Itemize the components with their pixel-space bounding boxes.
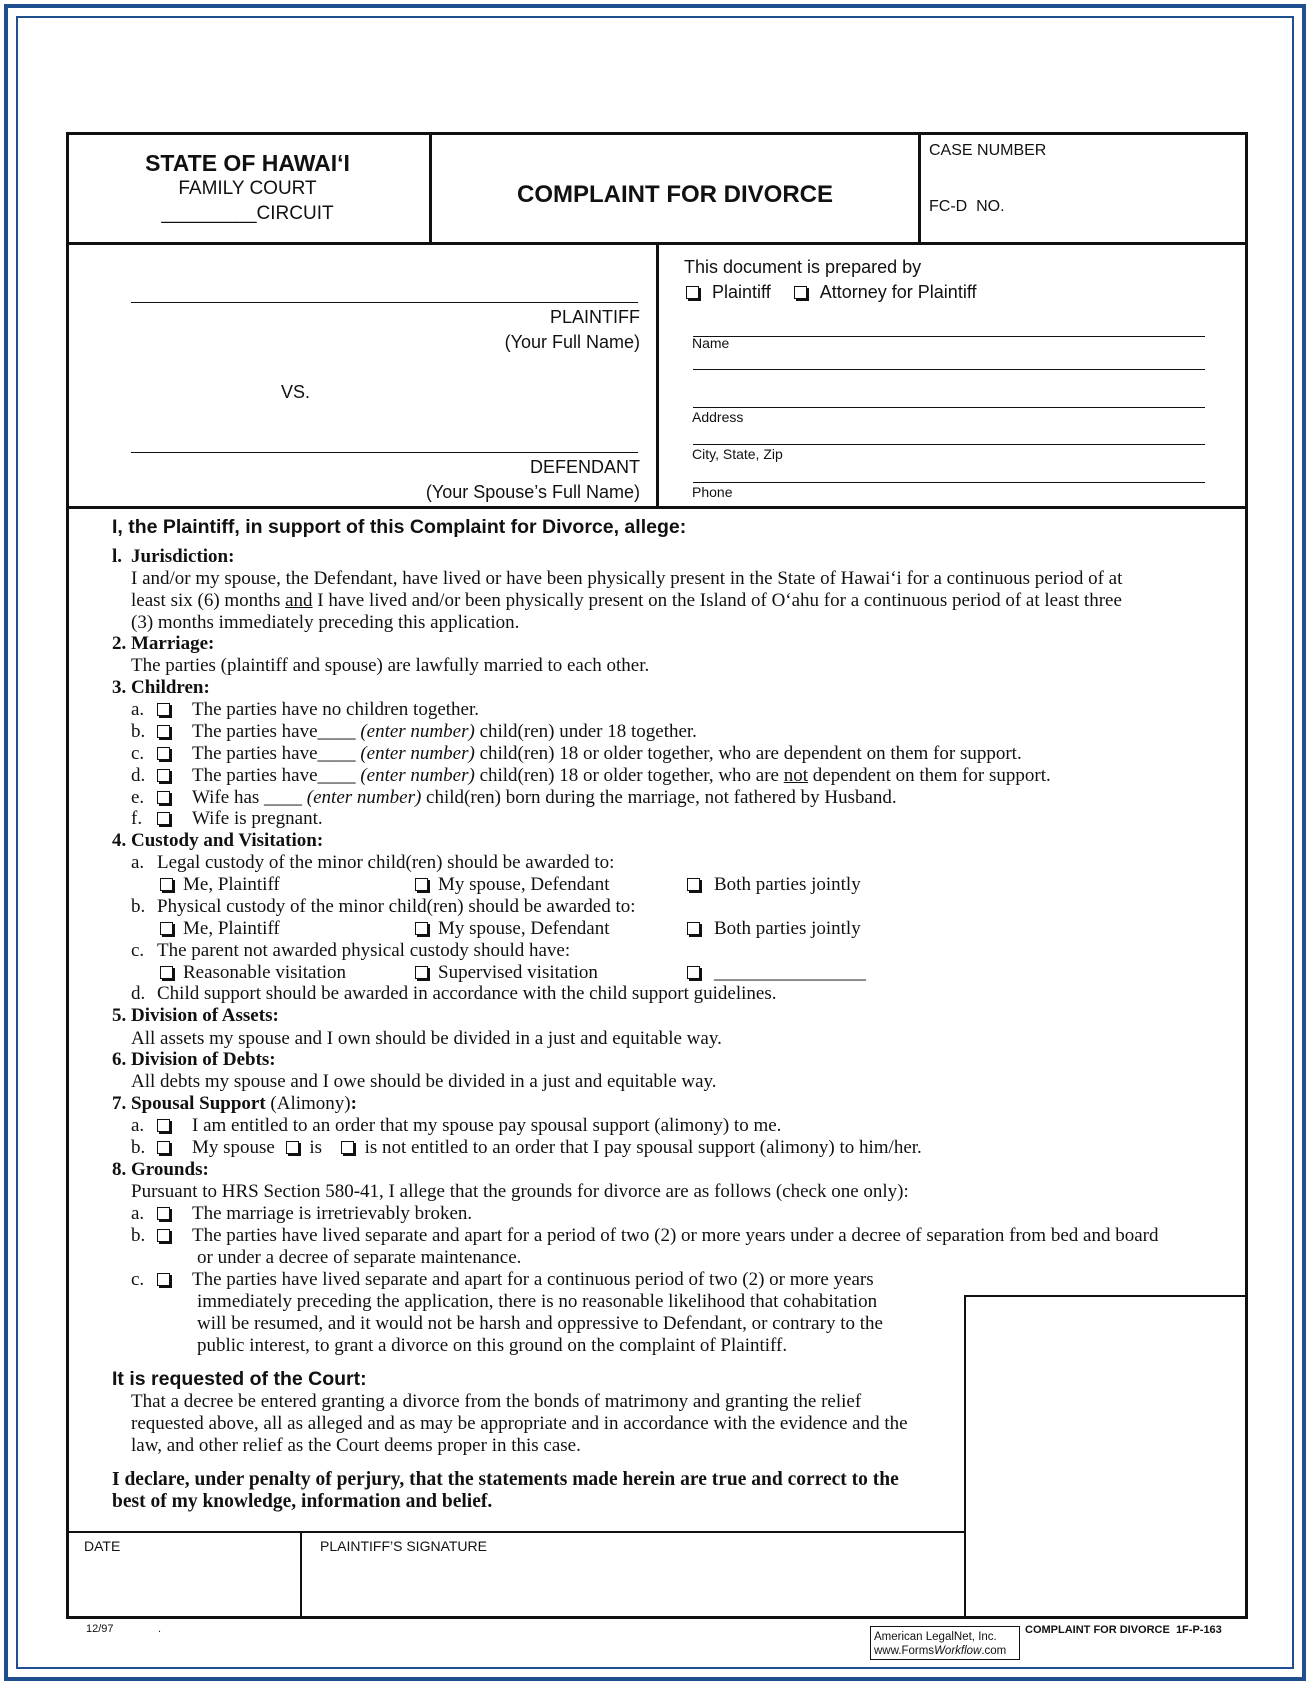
- allegations-intro: I, the Plaintiff, in support of this Complaint for Divorce, allege:: [112, 516, 687, 538]
- prepared-by-options: [686, 282, 977, 303]
- visitation-options-2: Supervised visitation: [415, 962, 598, 984]
- declaration-line-1: I declare, under penalty of perjury, that the statements made herein are true and correct to the: [112, 1469, 899, 1490]
- form-id: COMPLAINT FOR DIVORCE 1F-P-163: [1025, 1624, 1222, 1636]
- legal-both-checkbox[interactable]: [687, 878, 700, 891]
- grounds-c-checkbox[interactable]: [157, 1273, 170, 1286]
- physical-spouse-checkbox[interactable]: [415, 922, 428, 935]
- section-1-heading: l. Jurisdiction:: [112, 546, 235, 567]
- section-1-line-2: least six (6) months and I have lived and/or been physically present on the Island of O‘ahu for a continuous period of at least three: [131, 590, 1122, 611]
- spousal-b-checkbox[interactable]: [157, 1141, 170, 1154]
- grounds-option-c: c. The parties have lived separate and apart for a continuous period of two (2) or more years: [131, 1269, 874, 1290]
- address-label: Address: [692, 409, 744, 425]
- section-7-heading: 7. Spousal Support (Alimony):: [112, 1093, 357, 1114]
- phone-label: Phone: [692, 484, 733, 500]
- section-5-line-1: All assets my spouse and I own should be divided in a just and equitable way.: [131, 1028, 722, 1049]
- signature-row-top: [66, 1531, 966, 1533]
- other-visitation-checkbox[interactable]: [687, 966, 700, 979]
- request-line-3: law, and other relief as the Court deems proper in this case.: [131, 1435, 581, 1456]
- court-name: FAMILY COURT: [178, 178, 317, 199]
- signature-row-divider: [300, 1531, 302, 1619]
- grounds-option-c-line-2: immediately preceding the application, there is no reasonable likelihood that cohabitation: [197, 1291, 878, 1312]
- signature-label: PLAINTIFF’S SIGNATURE: [320, 1538, 487, 1554]
- section-8-line-1: Pursuant to HRS Section 580-41, I allege that the grounds for divorce are as follows (check one only):: [131, 1181, 909, 1202]
- children-option-a: a. The parties have no children together.: [131, 699, 480, 720]
- grounds-b-checkbox[interactable]: [157, 1229, 170, 1242]
- attorney-checkbox[interactable]: [794, 286, 807, 299]
- defendant-label: DEFENDANT: [529, 457, 640, 477]
- legalnet-name: American LegalNet, Inc.: [874, 1631, 997, 1643]
- children-option-f: f. Wife is pregnant.: [131, 808, 323, 829]
- date-field[interactable]: [70, 1556, 296, 1614]
- physical-both-checkbox[interactable]: [687, 922, 700, 935]
- legalnet-url[interactable]: www.FormsWorkflow.com: [874, 1645, 1007, 1657]
- grounds-option-c-line-3: will be resumed, and it would not be harsh and oppressive to Defendant, or contrary to the: [197, 1313, 883, 1334]
- name-line[interactable]: [693, 336, 1205, 337]
- reasonable-visitation-checkbox[interactable]: [160, 966, 173, 979]
- parties-bottom-divider: [66, 506, 1248, 509]
- children-d-checkbox[interactable]: [157, 769, 170, 782]
- legal-me-checkbox[interactable]: [160, 878, 173, 891]
- case-number-label: CASE NUMBER: [929, 142, 1047, 159]
- section-2-heading: 2. Marriage:: [112, 633, 215, 654]
- legalnet-box: [870, 1626, 1020, 1660]
- physical-custody-options-3: Both parties jointly: [687, 918, 861, 940]
- child-support-line: d. Child support should be awarded in accordance with the child support guidelines.: [131, 983, 777, 1004]
- vs-label: VS.: [281, 382, 311, 402]
- children-e-checkbox[interactable]: [157, 791, 170, 804]
- grounds-option-a: a. The marriage is irretrievably broken.: [131, 1203, 473, 1224]
- physical-me-checkbox[interactable]: [160, 922, 173, 935]
- physical-custody-line: b. Physical custody of the minor child(ren) should be awarded to:: [131, 896, 636, 917]
- plaintiff-checkbox[interactable]: [686, 286, 699, 299]
- declaration-line-2: best of my knowledge, information and belief.: [112, 1491, 493, 1512]
- legal-custody-options-2: My spouse, Defendant: [415, 874, 610, 896]
- legal-custody-line: a. Legal custody of the minor child(ren) should be awarded to:: [131, 852, 615, 873]
- section-1-line-1: I and/or my spouse, the Defendant, have lived or have been physically present in the State of Hawai‘i for a continuous period of at: [131, 568, 1123, 589]
- document-title: COMPLAINT FOR DIVORCE: [517, 181, 833, 208]
- grounds-option-c-line-4: public interest, to grant a divorce on this ground on the complaint of Plaintiff.: [197, 1335, 788, 1356]
- children-b-checkbox[interactable]: [157, 725, 170, 738]
- children-a-checkbox[interactable]: [157, 703, 170, 716]
- section-2-line-1: The parties (plaintiff and spouse) are lawfully married to each other.: [131, 655, 650, 676]
- section-5-heading: 5. Division of Assets:: [112, 1005, 279, 1026]
- section-1-line-3: (3) months immediately preceding this application.: [131, 612, 520, 633]
- parties-divider: [656, 244, 659, 508]
- section-8-heading: 8. Grounds:: [112, 1159, 209, 1180]
- name-line-2[interactable]: [693, 369, 1205, 370]
- legal-spouse-checkbox[interactable]: [415, 878, 428, 891]
- spousal-a-checkbox[interactable]: [157, 1119, 170, 1132]
- children-option-d: d. The parties have____ (enter number) child(ren) 18 or older together, who are not dependent on them for support.: [131, 765, 1051, 786]
- phone-line[interactable]: [693, 482, 1205, 483]
- grounds-option-b: b. The parties have lived separate and apart for a period of two (2) or more years under a decree of separation from bed and board: [131, 1225, 1159, 1246]
- city-line[interactable]: [693, 444, 1205, 445]
- plaintiff-sublabel: (Your Full Name): [504, 332, 640, 352]
- spousal-is-checkbox[interactable]: [286, 1141, 299, 1154]
- date-label: DATE: [84, 1538, 121, 1554]
- section-4-heading: 4. Custody and Visitation:: [112, 830, 324, 851]
- supervised-visitation-checkbox[interactable]: [415, 966, 428, 979]
- attorney-option-label: Attorney for Plaintiff: [819, 282, 977, 302]
- state-title: STATE OF HAWAI‘I: [145, 150, 350, 176]
- request-line-1: That a decree be entered granting a divorce from the bonds of matrimony and granting the relief: [131, 1391, 862, 1412]
- spousal-is-not-checkbox[interactable]: [341, 1141, 354, 1154]
- physical-custody-options: Me, Plaintiff: [160, 918, 280, 940]
- plaintiff-option-label: Plaintiff: [712, 282, 771, 302]
- children-c-checkbox[interactable]: [157, 747, 170, 760]
- footer-dot: .: [158, 1623, 162, 1635]
- spousal-option-b: b. My spouse is is not entitled to an order that I pay spousal support (alimony) to him/her.: [131, 1137, 922, 1158]
- plaintiff-name-line[interactable]: [131, 302, 638, 303]
- section-3-heading: 3. Children:: [112, 677, 210, 698]
- request-line-2: requested above, all as alleged and as may be appropriate and in accordance with the evidence and the: [131, 1413, 908, 1434]
- children-option-c: c. The parties have____ (enter number) child(ren) 18 or older together, who are dependent on them for support.: [131, 743, 1022, 764]
- section-6-heading: 6. Division of Debts:: [112, 1049, 276, 1070]
- request-heading: It is requested of the Court:: [112, 1368, 367, 1390]
- circuit-field[interactable]: _________CIRCUIT: [161, 203, 334, 224]
- visitation-options: Reasonable visitation: [160, 962, 346, 984]
- name-label: Name: [692, 335, 730, 351]
- court-stamp-box: [964, 1295, 1248, 1619]
- children-option-b: b. The parties have____ (enter number) child(ren) under 18 together.: [131, 721, 697, 742]
- defendant-sublabel: (Your Spouse’s Full Name): [425, 482, 640, 502]
- spousal-option-a: a. I am entitled to an order that my spouse pay spousal support (alimony) to me.: [131, 1115, 782, 1136]
- visitation-line: c. The parent not awarded physical custody should have:: [131, 940, 571, 961]
- address-line[interactable]: [693, 407, 1205, 408]
- defendant-name-line[interactable]: [131, 452, 638, 453]
- grounds-a-checkbox[interactable]: [157, 1207, 170, 1220]
- grounds-option-b-line-2: or under a decree of separate maintenance.: [197, 1247, 522, 1268]
- fcd-number-label[interactable]: FC-D NO.: [929, 198, 1005, 215]
- city-label: City, State, Zip: [692, 446, 783, 462]
- legal-custody-options: Me, Plaintiff: [160, 874, 280, 896]
- children-f-checkbox[interactable]: [157, 812, 170, 825]
- revision-date: 12/97: [86, 1623, 114, 1635]
- physical-custody-options-2: My spouse, Defendant: [415, 918, 610, 940]
- signature-field[interactable]: [306, 1556, 961, 1614]
- visitation-options-3: ________________: [687, 962, 866, 984]
- legal-custody-options-3: Both parties jointly: [687, 874, 861, 896]
- children-option-e: e. Wife has ____ (enter number) child(ren) born during the marriage, not fathered by Husband.: [131, 787, 897, 808]
- prepared-by-title: This document is prepared by: [684, 257, 922, 277]
- section-6-line-1: All debts my spouse and I owe should be divided in a just and equitable way.: [131, 1071, 717, 1092]
- plaintiff-label: PLAINTIFF: [549, 307, 640, 327]
- header-col-divider-2: [918, 132, 921, 244]
